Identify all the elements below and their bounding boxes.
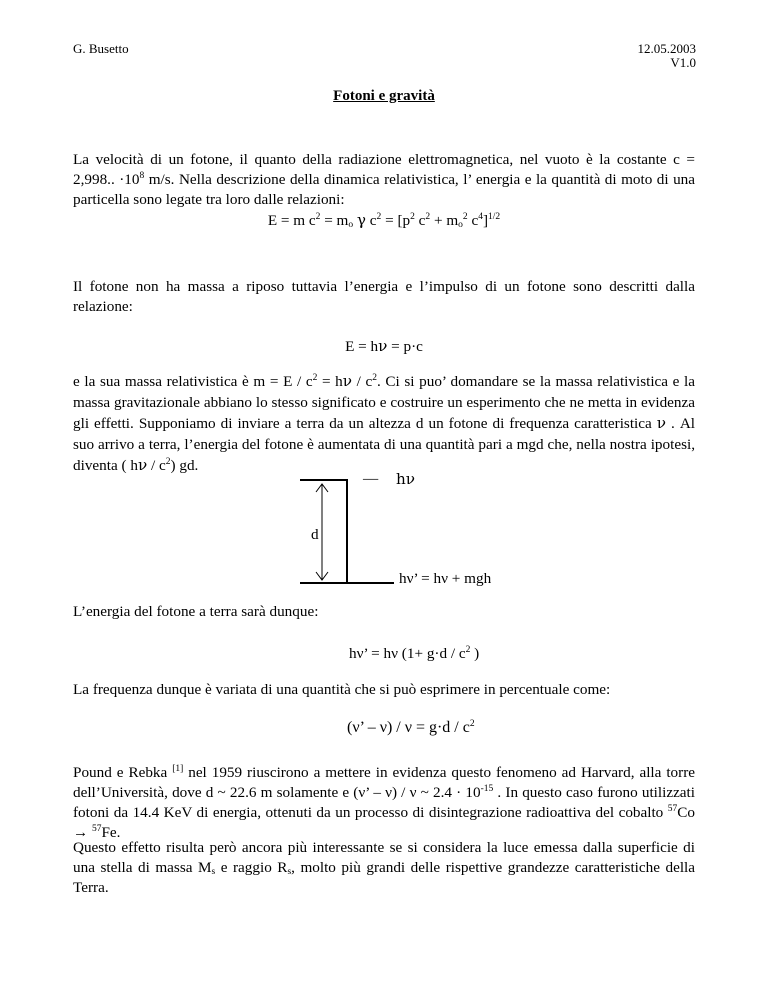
diagram-height-arrow	[314, 482, 330, 582]
paragraph-pound-rebka: Pound e Rebka [1] nel 1959 riuscirono a mettere in evidenza questo fenomeno ad Harvard, alla torre dell’Università, dove d ~ 22.6 m solamente e (ν’ – ν) / ν ~ $2.4 \cdot 10^{-15}$ . In questo caso furono utilizzati fotoni da 14.4 KeV di energia, ottenuti da un processo di disintegrazione radioattiva del cobalto $^{57}$Co → $^{57}$Fe.	[73, 764, 695, 841]
diagram-vertical-line	[346, 479, 348, 583]
diagram-top-line	[300, 479, 348, 481]
equation-energy-momentum: E = m $c^2 = m_o$ γ $c^2 = [p^2$ $c^2 + m_o^2$ $c^4]^{1/2}$	[267, 211, 501, 230]
page-title: Fotoni e gravità	[333, 88, 435, 104]
header-date: 12.05.2003	[637, 41, 696, 56]
header-author: G. Busetto	[73, 41, 129, 56]
diagram-dash: —	[363, 470, 379, 487]
equation-frequency-shift: (ν’ – $\nu) / \nu = g\cdot d / c^2$	[347, 719, 475, 736]
diagram-top-label: hν	[396, 470, 416, 488]
paragraph-ground-energy: L’energia del fotone a terra sarà dunque:	[73, 603, 319, 620]
equation-ground-energy: hν’ = hν ($1+ g\cdot d / c^2$ )	[349, 645, 480, 662]
header-version: V1.0	[670, 55, 696, 70]
diagram-d-label: d	[311, 526, 319, 543]
diagram-bottom-label: hν’ = hν + mgh	[399, 570, 492, 587]
paragraph-photon-mass: Il fotone non ha massa a riposo tuttavia l’energia e l’impulso di un fotone sono descritti dalla relazione:	[73, 278, 695, 315]
equation-photon-energy: E = hν = p·c	[345, 337, 423, 355]
paragraph-intro: La velocità di un fotone, il quanto della radiazione elettromagnetica, nel vuoto è la costante c = 2,998.. $\cdot 10^8$ m/s. Nella descrizione della dinamica relativistica, l’ energia e la quantità di moto di una particella sono legate tra loro dalle relazioni:	[73, 151, 696, 208]
paragraph-star-light: Questo effetto risulta però ancora più interessante se si considera la luce emessa dalla superficie di una stella di massa $M_s$ e raggio $R_s$, molto più grandi delle rispettive grandezze caratteristiche della Terra.	[73, 839, 695, 896]
paragraph-frequency-shift: La frequenza dunque è variata di una quantità che si può esprimere in percentuale come:	[73, 681, 611, 698]
diagram-ground-line	[300, 582, 394, 584]
paragraph-relativistic-mass: e la sua massa relativistica è $m = E / c^2 = h\nu / c^2$. Ci si puo’ domandare se la massa relativistica e la massa gravitazionale abbiano lo stesso significato e costruire un esperimento che ne metta in evidenza gli effetti. Supponiamo di inviare a terra da un altezza d un fotone di frequenza caratteristica ν . Al suo arrivo a terra, l’energia del fotone è aumentata di una quantità pari a mgd che, nella nostra ipotesi, diventa ( hν / $c^2$) gd.	[73, 372, 696, 474]
